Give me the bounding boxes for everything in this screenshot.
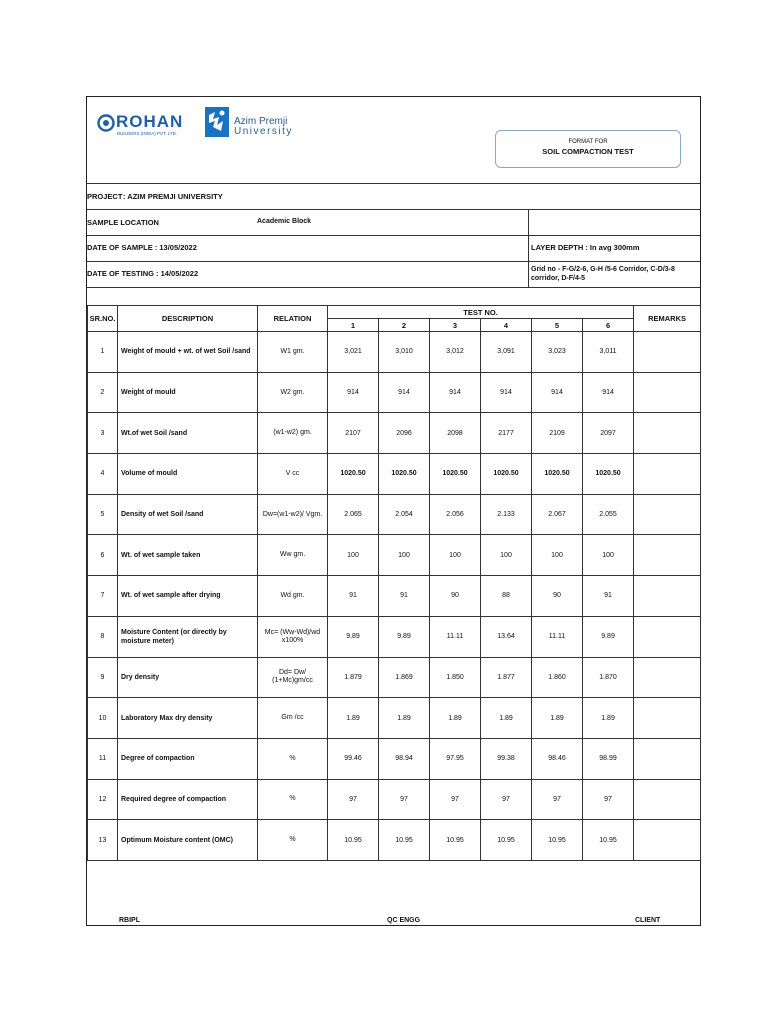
row-description: Moisture Content (or directly by moisture meter) (118, 616, 258, 657)
test-value-4: 13.64 (481, 616, 532, 657)
footer-client: CLIENT (635, 917, 661, 924)
row-srno: 3 (88, 413, 118, 454)
row-srno: 4 (88, 454, 118, 495)
test-value-1: 99.46 (328, 738, 379, 779)
table-row (88, 657, 701, 698)
header-test-4: 4 (481, 319, 532, 332)
table-row (88, 576, 701, 617)
row-srno: 6 (88, 535, 118, 576)
row-srno: 1 (88, 332, 118, 373)
test-value-5: 2109 (532, 413, 583, 454)
test-value-2: 2096 (379, 413, 430, 454)
row-relation: Ww gm. (258, 535, 328, 576)
header-relation: RELATION (258, 306, 328, 332)
rohan-name: ROHAN (116, 112, 184, 131)
test-value-2: 91 (379, 576, 430, 617)
row-relation: W1 gm. (258, 332, 328, 373)
row-relation: (w1-w2) gm. (258, 413, 328, 454)
test-value-4: 97 (481, 779, 532, 820)
table-row (88, 413, 701, 454)
test-value-5: 90 (532, 576, 583, 617)
row-remarks[interactable] (634, 576, 701, 617)
table-row (88, 494, 701, 535)
table-row (88, 616, 701, 657)
layer-depth: LAYER DEPTH : In avg 300mm (531, 243, 640, 252)
test-value-5: 98.46 (532, 738, 583, 779)
row-srno: 9 (88, 657, 118, 698)
test-value-4: 3,091 (481, 332, 532, 373)
test-value-3: 2.056 (430, 494, 481, 535)
header-description: DESCRIPTION (118, 306, 258, 332)
test-value-6: 98.99 (583, 738, 634, 779)
footer-rbipl: RBIPL (119, 917, 140, 924)
test-value-2: 9.89 (379, 616, 430, 657)
header-test-3: 3 (430, 319, 481, 332)
test-value-2: 100 (379, 535, 430, 576)
test-value-1: 9.89 (328, 616, 379, 657)
divider (87, 261, 700, 262)
row-relation: % (258, 738, 328, 779)
row-relation: % (258, 779, 328, 820)
row-description: Laboratory Max dry density (118, 698, 258, 739)
test-value-4: 1.877 (481, 657, 532, 698)
test-value-3: 100 (430, 535, 481, 576)
row-remarks[interactable] (634, 332, 701, 373)
date-of-sample: DATE OF SAMPLE : 13/05/2022 (87, 243, 197, 252)
row-relation: Gm /cc (258, 698, 328, 739)
row-remarks[interactable] (634, 494, 701, 535)
test-value-2: 10.95 (379, 820, 430, 861)
compaction-table (87, 305, 701, 861)
test-value-6: 10.95 (583, 820, 634, 861)
row-srno: 12 (88, 779, 118, 820)
test-value-2: 1.89 (379, 698, 430, 739)
table-row (88, 332, 701, 373)
table-row (88, 820, 701, 861)
azim-line2: University (234, 126, 293, 137)
project-value: : AZIM PREMJI UNIVERSITY (123, 192, 223, 201)
row-remarks[interactable] (634, 616, 701, 657)
header-test-5: 5 (532, 319, 583, 332)
row-relation: % (258, 820, 328, 861)
test-value-6: 91 (583, 576, 634, 617)
row-srno: 10 (88, 698, 118, 739)
test-value-1: 91 (328, 576, 379, 617)
row-remarks[interactable] (634, 413, 701, 454)
header-srno: SR.NO. (88, 306, 118, 332)
row-remarks[interactable] (634, 454, 701, 495)
test-value-5: 97 (532, 779, 583, 820)
test-value-5: 914 (532, 372, 583, 413)
table-row (88, 454, 701, 495)
test-value-4: 99.38 (481, 738, 532, 779)
row-description: Weight of mould + wt. of wet Soil /sand (118, 332, 258, 373)
row-remarks[interactable] (634, 657, 701, 698)
test-value-1: 2.065 (328, 494, 379, 535)
test-value-6: 3,011 (583, 332, 634, 373)
row-relation: Dd= Dw/ (1+Mc)gm/cc (258, 657, 328, 698)
test-value-2: 1.869 (379, 657, 430, 698)
test-value-3: 914 (430, 372, 481, 413)
test-value-6: 9.89 (583, 616, 634, 657)
test-value-4: 88 (481, 576, 532, 617)
test-value-5: 1020.50 (532, 454, 583, 495)
azim-mark-icon (205, 107, 229, 137)
test-value-4: 1020.50 (481, 454, 532, 495)
test-value-2: 914 (379, 372, 430, 413)
row-description: Degree of compaction (118, 738, 258, 779)
header-test-6: 6 (583, 319, 634, 332)
date-of-testing: DATE OF TESTING : 14/05/2022 (87, 269, 199, 278)
sample-location-value: Academic Block (257, 218, 312, 225)
test-value-1: 2107 (328, 413, 379, 454)
test-value-1: 1.879 (328, 657, 379, 698)
row-remarks[interactable] (634, 738, 701, 779)
header-remarks: REMARKS (634, 306, 701, 332)
row-description: Wt. of wet sample after drying (118, 576, 258, 617)
test-value-2: 2.054 (379, 494, 430, 535)
format-for-label: FORMAT FOR (568, 139, 608, 145)
row-description: Wt. of wet sample taken (118, 535, 258, 576)
row-srno: 7 (88, 576, 118, 617)
test-value-6: 1020.50 (583, 454, 634, 495)
test-value-3: 90 (430, 576, 481, 617)
row-description: Optimum Moisture content (OMC) (118, 820, 258, 861)
test-value-4: 914 (481, 372, 532, 413)
test-value-4: 1.89 (481, 698, 532, 739)
test-value-1: 97 (328, 779, 379, 820)
test-value-5: 100 (532, 535, 583, 576)
row-description: Dry density (118, 657, 258, 698)
table-row (88, 738, 701, 779)
project-label: PROJECT (87, 192, 123, 201)
test-value-6: 2097 (583, 413, 634, 454)
test-value-6: 97 (583, 779, 634, 820)
divider (87, 209, 700, 210)
test-value-3: 97 (430, 779, 481, 820)
row-remarks[interactable] (634, 372, 701, 413)
test-value-2: 1020.50 (379, 454, 430, 495)
test-value-5: 1.860 (532, 657, 583, 698)
azim-premji-logo (205, 107, 305, 139)
row-description: Density of wet Soil /sand (118, 494, 258, 535)
row-relation: V cc (258, 454, 328, 495)
test-value-1: 3,021 (328, 332, 379, 373)
row-remarks[interactable] (634, 698, 701, 739)
test-value-5: 11.11 (532, 616, 583, 657)
row-srno: 13 (88, 820, 118, 861)
divider (87, 287, 700, 288)
row-description: Weight of mould (118, 372, 258, 413)
test-value-3: 2098 (430, 413, 481, 454)
test-value-6: 1.870 (583, 657, 634, 698)
table-row (88, 372, 701, 413)
row-srno: 2 (88, 372, 118, 413)
test-value-3: 11.11 (430, 616, 481, 657)
divider (87, 183, 700, 184)
header-test-no: TEST NO. (328, 306, 634, 319)
sample-location-label: SAMPLE LOCATION (87, 218, 159, 227)
row-relation: W2 gm. (258, 372, 328, 413)
test-value-3: 1020.50 (430, 454, 481, 495)
row-srno: 11 (88, 738, 118, 779)
test-value-5: 10.95 (532, 820, 583, 861)
format-title: SOIL COMPACTION TEST (542, 147, 634, 156)
rohan-subtitle: BUILDERS (INDIA) PVT. LTD. (117, 131, 178, 136)
row-remarks[interactable] (634, 779, 701, 820)
header-test-1: 1 (328, 319, 379, 332)
test-value-5: 3,023 (532, 332, 583, 373)
test-value-1: 1020.50 (328, 454, 379, 495)
test-value-3: 97.95 (430, 738, 481, 779)
divider (87, 235, 700, 236)
test-value-1: 914 (328, 372, 379, 413)
test-value-1: 10.95 (328, 820, 379, 861)
row-relation: Wd gm. (258, 576, 328, 617)
row-remarks[interactable] (634, 535, 701, 576)
test-value-4: 2177 (481, 413, 532, 454)
test-value-6: 100 (583, 535, 634, 576)
test-value-1: 1.89 (328, 698, 379, 739)
row-description: Wt.of wet Soil /sand (118, 413, 258, 454)
test-value-5: 1.89 (532, 698, 583, 739)
header-test-2: 2 (379, 319, 430, 332)
soil-compaction-sheet (86, 96, 701, 926)
test-value-5: 2.067 (532, 494, 583, 535)
test-value-4: 100 (481, 535, 532, 576)
azim-line1: Azim Premji (234, 116, 288, 127)
test-value-6: 1.89 (583, 698, 634, 739)
row-remarks[interactable] (634, 820, 701, 861)
row-description: Volume of mould (118, 454, 258, 495)
row-relation: Dw=(w1-w2)/ Vgm. (258, 494, 328, 535)
row-srno: 5 (88, 494, 118, 535)
test-value-6: 914 (583, 372, 634, 413)
format-box (495, 130, 681, 168)
test-value-1: 100 (328, 535, 379, 576)
rohan-logo (97, 110, 189, 138)
table-row (88, 698, 701, 739)
test-value-2: 3,010 (379, 332, 430, 373)
row-relation: Mc= (Ww-Wd)/wd x100% (258, 616, 328, 657)
test-value-2: 97 (379, 779, 430, 820)
test-value-3: 1.89 (430, 698, 481, 739)
test-value-4: 2.133 (481, 494, 532, 535)
row-description: Required degree of compaction (118, 779, 258, 820)
grid-info: Grid no - F-G/2-6, G-H /5-6 Corridor, C-D/3-8 corridor, D-F/4-5 (531, 266, 675, 282)
table-row (88, 779, 701, 820)
test-value-6: 2.055 (583, 494, 634, 535)
table-row (88, 535, 701, 576)
test-value-3: 10.95 (430, 820, 481, 861)
test-value-3: 3,012 (430, 332, 481, 373)
test-value-3: 1.850 (430, 657, 481, 698)
test-value-4: 10.95 (481, 820, 532, 861)
rohan-mark-icon (97, 114, 115, 132)
divider (528, 209, 529, 287)
test-value-2: 98.94 (379, 738, 430, 779)
row-srno: 8 (88, 616, 118, 657)
footer-qc-engg: QC ENGG (387, 917, 421, 924)
